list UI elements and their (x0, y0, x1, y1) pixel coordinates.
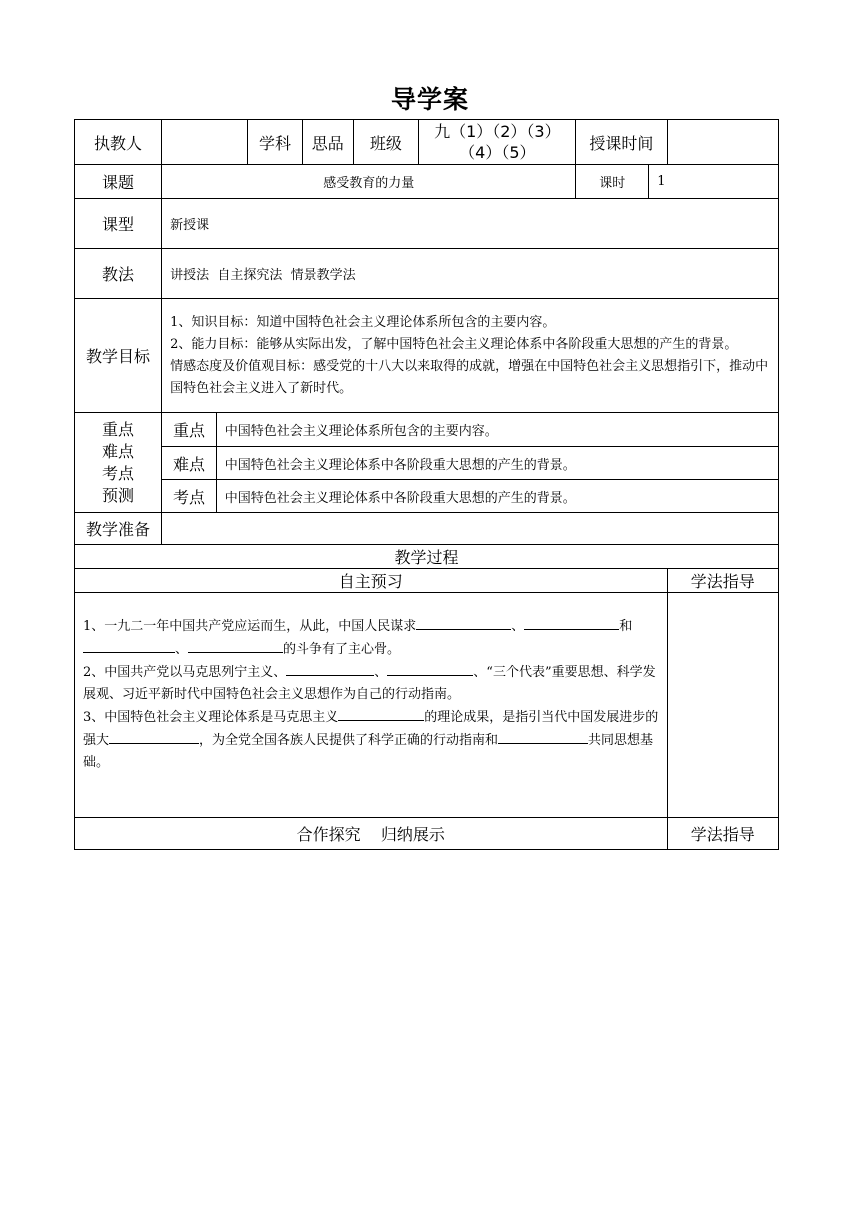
question-text: 共同思想基础。 (83, 733, 654, 770)
lesson-type-label: 课型 (75, 199, 162, 249)
time-value (667, 120, 779, 165)
answer-blank[interactable] (416, 615, 511, 630)
preparation-value (162, 513, 779, 545)
class-value-line1: 九（1）（2）（3） (434, 122, 561, 141)
key-points-label-line: 难点 (102, 441, 135, 461)
self-study-header-row (75, 569, 779, 593)
coop-header-row (75, 818, 779, 850)
class-label: 班级 (353, 120, 419, 165)
answer-blank[interactable] (498, 729, 588, 744)
question-text: 的斗争有了主心骨。 (283, 642, 401, 657)
self-study-content-row (75, 593, 779, 818)
question-2 (83, 661, 659, 706)
answer-blank[interactable] (286, 661, 374, 676)
coop-label: 合作探究 归纳展示 (75, 818, 668, 850)
lesson-type-value: 新授课 (162, 199, 779, 249)
key-points-label-line: 考点 (102, 463, 135, 483)
teacher-label: 执教人 (75, 120, 162, 165)
question-text: 和 (619, 619, 633, 634)
topic-row (75, 165, 779, 199)
objectives-content (162, 299, 779, 413)
methods-value: 讲授法 自主探究法 情景教学法 (162, 249, 779, 299)
class-value-line2: （4）（5） (459, 143, 536, 162)
answer-blank[interactable] (83, 638, 175, 653)
question-text: 、 (511, 619, 525, 634)
page-title: 导学案 (390, 85, 469, 114)
objectives-label: 教学目标 (75, 299, 162, 413)
question-text: 2、中国共产党以马克思列宁主义、 (83, 665, 287, 680)
key-point-value: 中国特色社会主义理论体系所包含的主要内容。 (216, 413, 778, 447)
exam-point-label: 考点 (162, 480, 217, 513)
guide-label-2: 学法指导 (667, 818, 779, 850)
question-text: 的理论成果，是指引当代中国发展进步的强大 (83, 710, 659, 748)
question-text: 3、中国特色社会主义理论体系是马克思主义 (83, 710, 339, 725)
subject-label: 学科 (248, 120, 303, 165)
answer-blank[interactable] (524, 615, 619, 630)
lesson-plan-table (74, 119, 779, 850)
topic-label: 课题 (75, 165, 162, 199)
question-1 (83, 615, 659, 661)
objectives-row (75, 299, 779, 413)
preparation-label: 教学准备 (75, 513, 162, 545)
self-study-label: 自主预习 (75, 569, 668, 593)
time-label: 授课时间 (576, 120, 667, 165)
lesson-type-row (75, 199, 779, 249)
answer-blank[interactable] (109, 729, 199, 744)
exam-point-value: 中国特色社会主义理论体系中各阶段重大思想的产生的背景。 (216, 480, 778, 513)
question-3 (83, 706, 659, 774)
difficulty-row (75, 447, 779, 480)
objective-line: 情感态度及价值观目标：感受党的十八大以来取得的成就，增强在中国特色社会主义思想指引下，推动中国特色社会主义进入了新时代。 (170, 358, 769, 396)
methods-row (75, 249, 779, 299)
difficulty-label: 难点 (162, 447, 217, 480)
methods-label: 教法 (75, 249, 162, 299)
question-text: ，为全党全国各族人民提供了科学正确的行动指南和 (199, 733, 499, 748)
key-points-label-line: 预测 (102, 485, 135, 505)
answer-blank[interactable] (188, 638, 283, 653)
class-value (419, 120, 576, 165)
process-title-row (75, 545, 779, 569)
process-title: 教学过程 (75, 545, 779, 569)
key-point-row (75, 413, 779, 447)
self-study-content (75, 593, 668, 818)
question-text: 、 (374, 665, 388, 680)
periods-label: 课时 (576, 165, 649, 199)
guide-label: 学法指导 (667, 569, 779, 593)
answer-blank[interactable] (338, 706, 424, 721)
key-point-label: 重点 (162, 413, 217, 447)
question-text: 1、一九二一年中国共产党应运而生，从此，中国人民谋求 (83, 619, 417, 634)
topic-value: 感受教育的力量 (162, 165, 576, 199)
periods-value: 1 (649, 165, 779, 199)
subject-value: 思品 (302, 120, 353, 165)
answer-blank[interactable] (387, 661, 473, 676)
preparation-row (75, 513, 779, 545)
question-text: 、 (175, 642, 189, 657)
guide-content (667, 593, 779, 818)
header-row (75, 120, 779, 165)
key-points-label-line: 重点 (102, 419, 135, 439)
difficulty-value: 中国特色社会主义理论体系中各阶段重大思想的产生的背景。 (216, 447, 778, 480)
key-points-label (75, 413, 162, 513)
objective-line: 2、能力目标：能够从实际出发，了解中国特色社会主义理论体系中各阶段重大思想的产生的背景。 (170, 336, 738, 352)
objective-line: 1、知识目标：知道中国特色社会主义理论体系所包含的主要内容。 (170, 314, 556, 330)
teacher-value (162, 120, 248, 165)
question-text: 、“三个代表”重要思想、科学发展观、习近平新时代中国特色社会主义思想作为自己的行动指南。 (83, 665, 656, 702)
exam-point-row (75, 480, 779, 513)
